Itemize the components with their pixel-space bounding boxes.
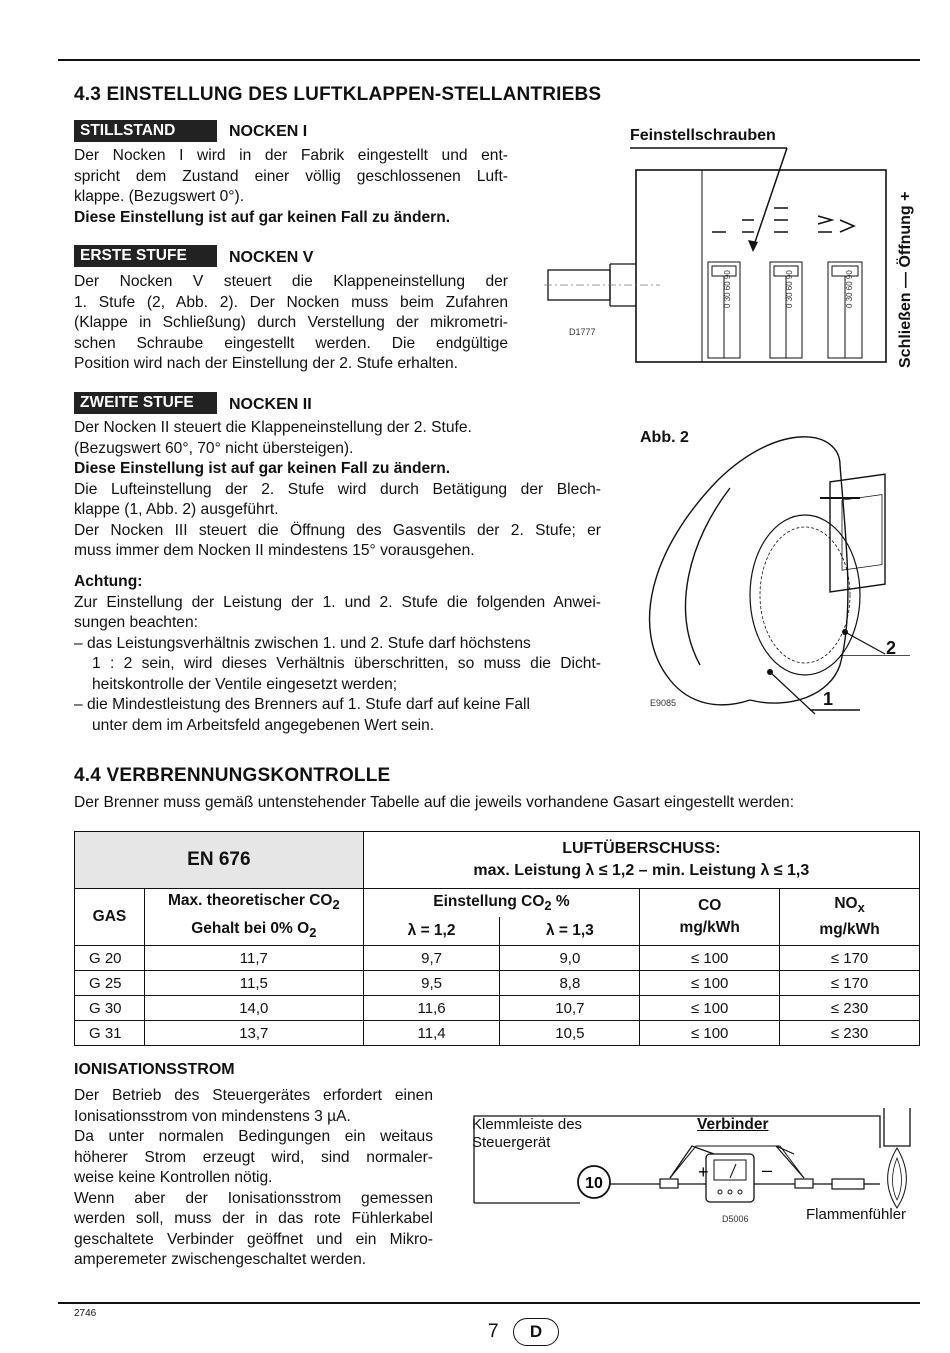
text-line: Der Nocken II steuert die Klappeneinstellung der 2. Stufe. (74, 419, 472, 436)
text-line: Zur Einstellung der Leistung der 1. und 2. Stufe die folgenden Anwei- (74, 593, 601, 611)
sub: x (857, 900, 865, 916)
sub: 2 (309, 925, 317, 941)
cell-co2max: 13,7 (144, 1021, 363, 1046)
cell-l12: 11,6 (363, 996, 500, 1021)
nox-label: NO (834, 895, 858, 913)
cell-co: ≤ 100 (640, 946, 780, 971)
text-line: klappe (1, Abb. 2) ausgeführt. (74, 501, 279, 518)
cam-label-1: NOCKEN I (229, 123, 308, 140)
text-line: klappe. (Bezugswert 0°). (74, 188, 245, 205)
co2max-label-2: Gehalt bei 0% O (191, 920, 310, 938)
text-line: unter dem im Arbeitsfeld angegebenen Wert sein. (92, 716, 435, 734)
klemm-line-2: Steuergerät (472, 1134, 551, 1151)
cell-nox: ≤ 230 (780, 1021, 920, 1046)
text-line: 1. Stufe (2, Abb. 2). Der Nocken muss beim Zufahren (74, 293, 508, 311)
cam-actuator-diagram (540, 140, 920, 372)
ionisation-title: IONISATIONSSTROM (74, 1061, 235, 1078)
text-line: Die Lufteinstellung der 2. Stufe wird durch Betätigung der Blech- (74, 480, 601, 498)
language-badge: D (513, 1318, 559, 1346)
col-lambda-12: λ = 1,2 (363, 917, 500, 946)
verbinder-label: Verbinder (697, 1116, 769, 1133)
achtung-block (74, 572, 601, 736)
text-line: werden soll, muss der in das rote Fühlerkabel (74, 1210, 433, 1227)
text-line: amperemeter zwischengeschaltet werden. (74, 1251, 367, 1268)
plus-sign: + (698, 1162, 709, 1182)
text-line: sungen beachten: (74, 614, 198, 631)
cell-l13: 10,5 (500, 1021, 640, 1046)
zweite-stufe-text (74, 418, 601, 562)
text-line: höherer Strom erzeugt wird, sind normaler- (74, 1148, 433, 1166)
cell-nox: ≤ 230 (780, 996, 920, 1021)
fig2-title: Abb. 2 (640, 429, 689, 446)
co-label: CO (698, 897, 722, 915)
bottom-rule (58, 1302, 920, 1304)
svg-text:0 30 60 90: 0 30 60 90 (723, 270, 732, 308)
cell-nox: ≤ 170 (780, 971, 920, 996)
fig2-callout-1: 1 (823, 689, 834, 709)
text-line: muss immer dem Nocken II mindestens 15° vorausgehen. (74, 542, 475, 559)
ionisation-text (74, 1086, 433, 1271)
badge-erste-stufe: ERSTE STUFE (74, 245, 217, 267)
text-line: spricht dem Zustand einer völlig geschlossenen Luft- (74, 167, 508, 185)
text-line: Da unter normalen Bedingungen ein weitaus (74, 1128, 433, 1145)
text-line: geschaltete Verbinder geöffnet und ein Mikro- (74, 1230, 433, 1248)
table-excess-header (363, 832, 919, 889)
terminal-number: 10 (585, 1175, 603, 1192)
list-item: – das Leistungsverhältnis zwischen 1. und 2. Stufe darf höchstens (74, 634, 531, 652)
klemm-line-1: Klemmleiste des (472, 1116, 583, 1133)
text-line: Wenn aber der Ionisationsstrom gemessen (74, 1189, 433, 1207)
sub: 2 (544, 898, 552, 914)
fig1-title: Feinstellschrauben (630, 127, 776, 144)
table-row (75, 996, 920, 1021)
fig1-side-label: Schließen — Öffnung + (897, 191, 914, 368)
text-line: heitskontrolle der Ventile eingesetzt werden; (92, 675, 398, 693)
svg-text:0 30 60 90: 0 30 60 90 (845, 270, 854, 308)
svg-text:0 30 60 90: 0 30 60 90 (785, 270, 794, 308)
erste-stufe-text (74, 272, 508, 375)
text-line: Der Nocken I wird in der Fabrik eingestellt und ent- (74, 147, 508, 164)
top-rule (58, 59, 920, 61)
badge-zweite-stufe: ZWEITE STUFE (74, 392, 217, 414)
cam-label-5: NOCKEN V (229, 249, 314, 266)
einst-pct: % (551, 893, 570, 910)
badge-stillstand: STILLSTAND (74, 120, 217, 142)
col-einstellung (363, 889, 640, 918)
text-line: (Klappe in Schließung) durch Verstellung der mikrometri- (74, 314, 508, 331)
table-norm: EN 676 (75, 832, 364, 889)
page-number: 7 (488, 1321, 499, 1342)
cell-l12: 11,4 (363, 1021, 500, 1046)
table-row (75, 946, 920, 971)
einst-label: Einstellung CO (433, 893, 545, 910)
col-nox (780, 889, 920, 946)
col-co (640, 889, 780, 946)
cell-nox: ≤ 170 (780, 946, 920, 971)
cell-l13: 10,7 (500, 996, 640, 1021)
fig1-code: D1777 (569, 327, 596, 337)
text-line: Der Nocken V steuert die Klappeneinstellung der (74, 273, 508, 290)
flammenfuehler-label: Flammenfühler (806, 1206, 907, 1223)
fig3-code: D5006 (722, 1214, 749, 1224)
section-title-4-4: 4.4 VERBRENNUNGSKONTROLLE (74, 765, 391, 786)
text-line: Ionisationsstrom von mindenstens 3 µA. (74, 1107, 351, 1125)
text-line: Position wird nach der Einstellung der 2. Stufe erhalten. (74, 355, 459, 372)
cell-co: ≤ 100 (640, 996, 780, 1021)
list-item: – die Mindestleistung des Brenners auf 1. Stufe darf auf keine Fall (74, 696, 530, 713)
text-line: Der Betrieb des Steuergerätes erfordert einen (74, 1087, 433, 1104)
cell-l13: 9,0 (500, 946, 640, 971)
table-body (75, 946, 920, 1046)
doc-code: 2746 (74, 1308, 97, 1319)
fig2-code: E9085 (650, 698, 677, 708)
col-co2-max (144, 889, 363, 946)
co-unit: mg/kWh (679, 919, 740, 937)
co2max-label-1: Max. theoretischer CO (167, 892, 333, 909)
cell-co: ≤ 100 (640, 971, 780, 996)
excess-title: LUFTÜBERSCHUSS: (562, 840, 721, 857)
cell-co: ≤ 100 (640, 1021, 780, 1046)
section44-intro: Der Brenner muss gemäß untenstehender Tabelle auf die jeweils vorhandene Gasart eingestellt werden: (74, 794, 795, 811)
cell-l13: 8,8 (500, 971, 640, 996)
warning-line: Diese Einstellung ist auf gar keinen Fall zu ändern. (74, 208, 451, 226)
combustion-table (74, 831, 920, 1046)
warning-line: Diese Einstellung ist auf gar keinen Fall zu ändern. (74, 460, 451, 477)
cell-l12: 9,5 (363, 971, 500, 996)
text-line: 1 : 2 sein, wird dieses Verhältnis überschritten, so muss die Dicht- (92, 655, 601, 672)
achtung-title: Achtung: (74, 573, 143, 590)
sub: 2 (332, 897, 340, 913)
fig2-leader-lines (790, 655, 920, 715)
text-line: Der Nocken III steuert die Öffnung des Gasventils der 2. Stufe; er (74, 521, 601, 539)
cell-co2max: 14,0 (144, 996, 363, 1021)
col-lambda-13: λ = 1,3 (500, 917, 640, 946)
col-gas: GAS (75, 889, 145, 946)
cell-co2max: 11,5 (144, 971, 363, 996)
cell-gas: G 31 (75, 1021, 145, 1046)
cam-label-2: NOCKEN II (229, 396, 312, 413)
cell-gas: G 25 (75, 971, 145, 996)
cell-l12: 9,7 (363, 946, 500, 971)
text-line: schen Schraube eingestellt werden. Die endgültige (74, 334, 508, 352)
minus-sign: – (762, 1160, 773, 1180)
cell-co2max: 11,7 (144, 946, 363, 971)
excess-detail: max. Leistung λ ≤ 1,2 – min. Leistung λ ≤ 1,3 (473, 862, 810, 879)
table-row (75, 971, 920, 996)
stillstand-text (74, 146, 508, 228)
text-line: weise keine Kontrollen nötig. (74, 1169, 273, 1186)
fig2-callout-2: 2 (886, 638, 897, 658)
nox-unit: mg/kWh (819, 921, 880, 939)
text-line: (Bezugswert 60°, 70° nicht übersteigen). (74, 439, 354, 457)
cell-gas: G 20 (75, 946, 145, 971)
section-title-4-3: 4.3 EINSTELLUNG DES LUFTKLAPPEN-STELLANTRIEBS (74, 84, 602, 105)
table-row (75, 1021, 920, 1046)
cell-gas: G 30 (75, 996, 145, 1021)
